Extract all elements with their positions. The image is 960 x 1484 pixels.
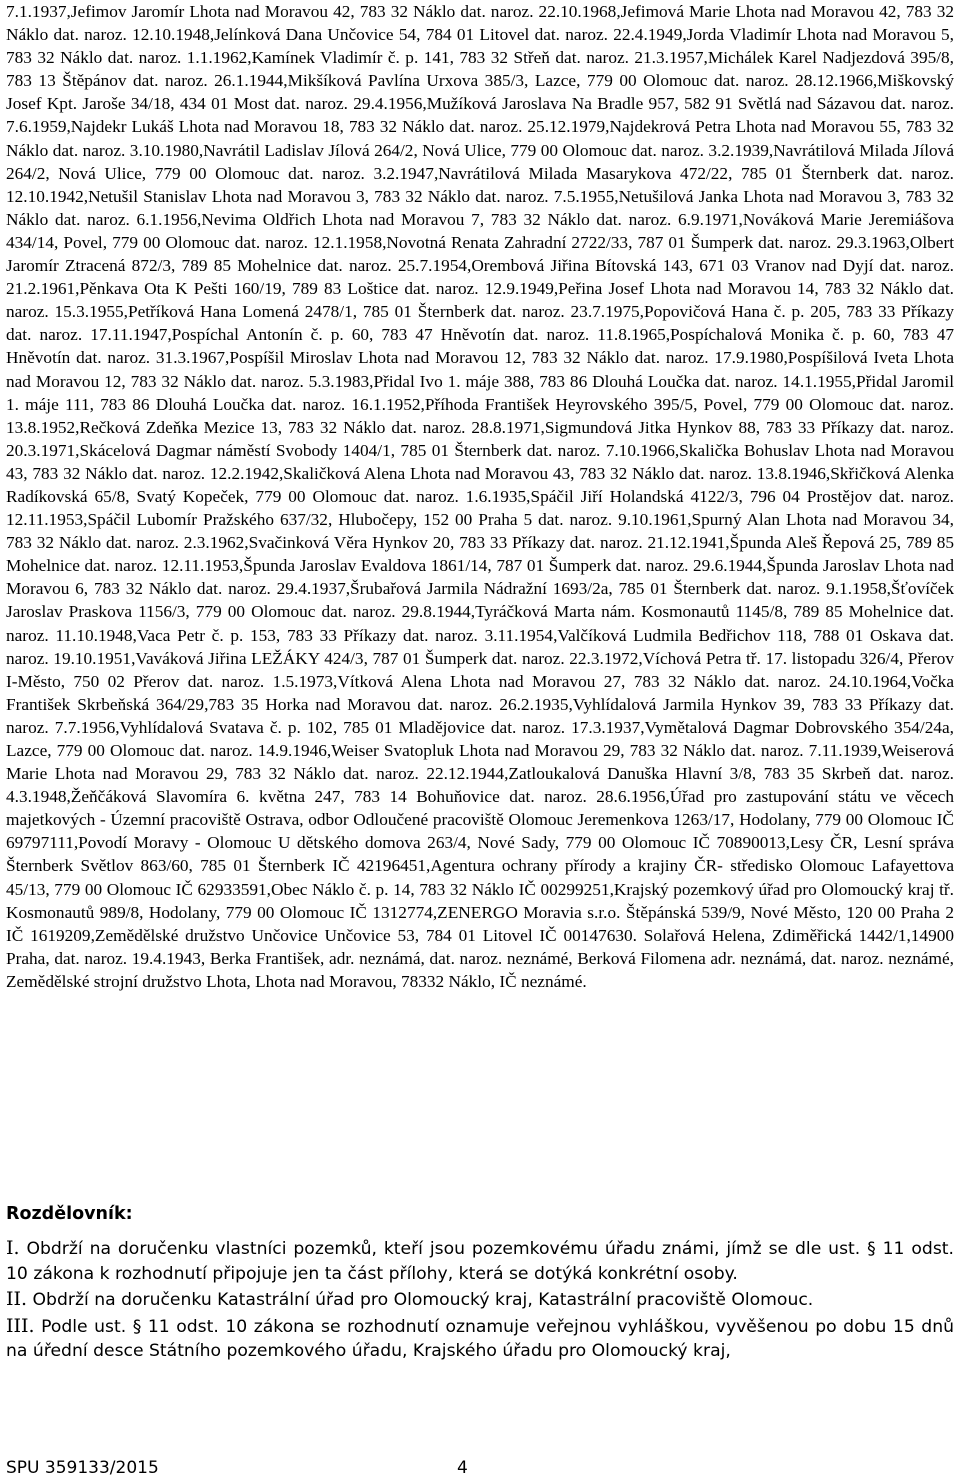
distribution-numeral-2: II. bbox=[6, 1288, 28, 1311]
distribution-item-1 bbox=[6, 1236, 954, 1286]
distribution-text-2: Obdrží na doručenku Katastrální úřad pro Olomoucký kraj, Katastrální pracoviště Olomouc. bbox=[32, 1290, 814, 1311]
owners-list-text: 7.1.1937,Jefimov Jaromír Lhota nad Moravou 42, 783 32 Náklo dat. naroz. 22.10.1968,Jefimová Marie Lhota nad Moravou 42, 783 32 Náklo dat. naroz. 12.10.1948,Jelínková Dana Unčovice 54, 784 01 Litovel dat. naroz. 22.4.1949,Jorda Vladimír Lhota nad Moravou 5, 783 32 Náklo dat. naroz. 1.1.1962,Kamínek Vladimír č. p. 141, 783 32 Střeň dat. naroz. 21.3.1957,Michálek Karel Nadjezdová 395/8, 783 13 Štěpánov dat. naroz. 26.1.1944,Mikšíková Pavlína Urxova 385/3, Lazce, 779 00 Olomouc dat. naroz. 28.12.1966,Miškovský Josef Kpt. Jaroše 34/18, 434 01 Most dat. naroz. 29.4.1956,Mužíková Jaroslava Na Bradle 957, 582 91 Světlá nad Sázavou dat. naroz. 7.6.1959,Najdekr Lukáš Lhota nad Moravou 18, 783 32 Náklo dat. naroz. 25.12.1979,Najdekrová Petra Lhota nad Moravou 55, 783 32 Náklo dat. naroz. 3.10.1980,Navrátil Ladislav Jílová 264/2, Nová Ulice, 779 00 Olomouc dat. naroz. 3.2.1939,Navrátilová Milada Jílová 264/2, Nová Ulice, 779 00 Olomouc dat. naroz. 3.2.1947,Navrátilová Milada Masarykova 472/22, 785 01 Šternberk dat. naroz. 12.10.1942,Netušil Stanislav Lhota nad Moravou 3, 783 32 Náklo dat. naroz. 7.5.1955,Netušilová Janka Lhota nad Moravou 3, 783 32 Náklo dat. naroz. 6.1.1956,Nevima Oldřich Lhota nad Moravou 7, 783 32 Náklo dat. naroz. 6.9.1971,Nováková Marie Jeremiášova 434/14, Povel, 779 00 Olomouc dat. naroz. 12.1.1958,Novotná Renata Zahradní 2722/33, 787 01 Šumperk dat. naroz. 29.3.1963,Olbert Jaromír Ztracená 872/3, 789 85 Mohelnice dat. naroz. 25.7.1954,Orembová Jiřina Bítovská 143, 671 03 Vranov nad Dyjí dat. naroz. 21.2.1961,Pěnkava Ota K Pešti 160/19, 789 83 Loštice dat. naroz. 12.9.1949,Peřina Josef Lhota nad Moravou 14, 783 32 Náklo dat. naroz. 15.3.1955,Petříková Hana Lomená 2478/1, 785 01 Šternberk dat. naroz. 23.7.1975,Popovičová Hana č. p. 205, 783 33 Příkazy dat. naroz. 17.11.1947,Pospíchal Antonín č. p. 60, 783 47 Hněvotín dat. naroz. 11.8.1965,Pospíchalová Monika č. p. 60, 783 47 Hněvotín dat. naroz. 31.3.1967,Pospíšil Miroslav Lhota nad Moravou 12, 783 32 Náklo dat. naroz. 17.9.1980,Pospíšilová Iveta Lhota nad Moravou 12, 783 32 Náklo dat. naroz. 5.3.1983,Přidal Ivo 1. máje 388, 783 86 Dlouhá Loučka dat. naroz. 14.1.1955,Přidal Jaromil 1. máje 111, 783 86 Dlouhá Loučka dat. naroz. 16.1.1952,Příhoda František Heyrovského 395/5, Povel, 779 00 Olomouc dat. naroz. 13.8.1952,Rečková Zdeňka Mezice 13, 783 32 Náklo dat. naroz. 28.8.1971,Sigmundová Jitka Hynkov 88, 783 33 Příkazy dat. naroz. 20.3.1971,Skácelová Dagmar náměstí Svobody 1404/1, 785 01 Šternberk dat. naroz. 7.10.1966,Skalička Bohuslav Lhota nad Moravou 43, 783 32 Náklo dat. naroz. 12.2.1942,Skaličková Alena Lhota nad Moravou 43, 783 32 Náklo dat. naroz. 13.8.1946,Skřičková Alenka Radíkovská 65/8, Svatý Kopeček, 779 00 Olomouc dat. naroz. 1.6.1935,Spáčil Jiří Holandská 4122/3, 796 04 Prostějov dat. naroz. 12.11.1953,Spáčil Lubomír Pražského 637/32, Hlubočepy, 152 00 Praha 5 dat. naroz. 9.10.1961,Spurný Alan Lhota nad Moravou 34, 783 32 Náklo dat. naroz. 2.3.1962,Svačinková Věra Hynkov 20, 783 33 Příkazy dat. naroz. 21.12.1941,Špunda Aleš Řepová 25, 789 85 Mohelnice dat. naroz. 12.11.1953,Špunda Jaroslav Evaldova 1861/14, 787 01 Šumperk dat. naroz. 29.6.1944,Špunda Jaroslav Lhota nad Moravou 6, 783 32 Náklo dat. naroz. 29.4.1937,Šrubařová Jarmila Nádražní 1693/2a, 785 01 Šternberk dat. naroz. 9.1.1958,Šťovíček Jaroslav Praskova 1156/3, 779 00 Olomouc dat. naroz. 29.8.1944,Tyráčková Marta nám. Kosmonautů 1145/8, 789 85 Mohelnice dat. naroz. 11.10.1948,Vaca Petr č. p. 153, 783 33 Příkazy dat. naroz. 3.11.1954,Valčíková Ludmila Bedřichov 118, 788 01 Oskava dat. naroz. 19.10.1951,Vaváková Jiřina LEŽÁKY 424/3, 787 01 Šumperk dat. naroz. 22.3.1972,Víchová Petra tř. 17. listopadu 326/4, Přerov I-Město, 750 02 Přerov dat. naroz. 1.5.1973,Vítková Alena Lhota nad Moravou 27, 783 32 Náklo dat. naroz. 24.10.1964,Vočka František Skrbeňská 364/29,783 35 Horka nad Moravou dat. naroz. 26.2.1935,Vyhlídalová Jarmila Hynkov 39, 783 33 Příkazy dat. naroz. 7.7.1956,Vyhlídalová Svatava č. p. 102, 785 01 Mladějovice dat. naroz. 17.3.1937,Vymětalová Dagmar Dobrovského 354/24a, Lazce, 779 00 Olomouc dat. naroz. 14.9.1946,Weiser Svatopluk Lhota nad Moravou 29, 783 32 Náklo dat. naroz. 7.11.1939,Weiserová Marie Lhota nad Moravou 29, 783 32 Náklo dat. naroz. 22.12.1944,Zatloukalová Danuška Hlavní 3/8, 783 35 Skrbeň dat. naroz. 4.3.1948,Žeňčáková Slavomíra 6. května 247, 783 14 Bohuňovice dat. naroz. 28.6.1956,Úřad pro zastupování státu ve věcech majetkových - Územní pracoviště Ostrava, odbor Odloučené pracoviště Olomouc Jeremenkova 1263/17, Hodolany, 779 00 Olomouc IČ 69797111,Povodí Moravy - Olomouc U dětského domova 263/4, Nové Sady, 779 00 Olomouc IČ 70890013,Lesy ČR, Lesní správa Šternberk Světlov 863/60, 785 01 Šternberk IČ 42196451,Agentura ochrany přírody a krajiny ČR- středisko Olomouc Lafayettova 45/13, 779 00 Olomouc IČ 62933591,Obec Náklo č. p. 14, 783 32 Náklo IČ 00299251,Krajský pozemkový úřad pro Olomoucký kraj tř. Kosmonautů 989/8, Hodolany, 779 00 Olomouc IČ 1312774,ZENERGO Moravia s.r.o. Štěpánská 539/9, Nové Město, 120 00 Praha 2 IČ 1619209,Zemědělské družstvo Unčovice Unčovice 53, 784 01 Litovel IČ 00147630. Solařová Helena, Zdiměřická 1442/1,14900 Praha, dat. naroz. 19.4.1943, Berka František, adr. neznámá, dat. naroz. neznámé, Berková Filomena adr. neznámá, dat. naroz. neznámé, Zemědělské strojní družstvo Lhota, Lhota nad Moravou, 78332 Náklo, IČ neznámé. bbox=[6, 2, 954, 991]
distribution-item-2 bbox=[6, 1287, 954, 1313]
distribution-numeral-1: I. bbox=[6, 1237, 20, 1259]
page-number: 4 bbox=[457, 1458, 468, 1478]
document-page bbox=[6, 0, 954, 1478]
distribution-title: Rozdělovník: bbox=[6, 1204, 133, 1224]
distribution-numeral-3: III. bbox=[6, 1314, 35, 1337]
distribution-item-3 bbox=[6, 1314, 954, 1364]
distribution-list bbox=[6, 1236, 954, 1365]
distribution-text-1: Obdrží na doručenku vlastníci pozemků, kteří jsou pozemkovému úřadu známi, jímž se dle ust. § 11 odst. 10 zákona k rozhodnutí připojuje jen ta část přílohy, která se dotýká konkrétní osoby. bbox=[6, 1239, 954, 1284]
document-reference: SPU 359133/2015 bbox=[6, 1458, 159, 1478]
distribution-text-3: Podle ust. § 11 odst. 10 zákona se rozhodnutí oznamuje veřejnou vyhláškou, vyvěšenou po dobu 15 dnů na úřední desce Státního pozemkového úřadu, Krajského úřadu pro Olomoucký kraj, bbox=[6, 1316, 954, 1362]
